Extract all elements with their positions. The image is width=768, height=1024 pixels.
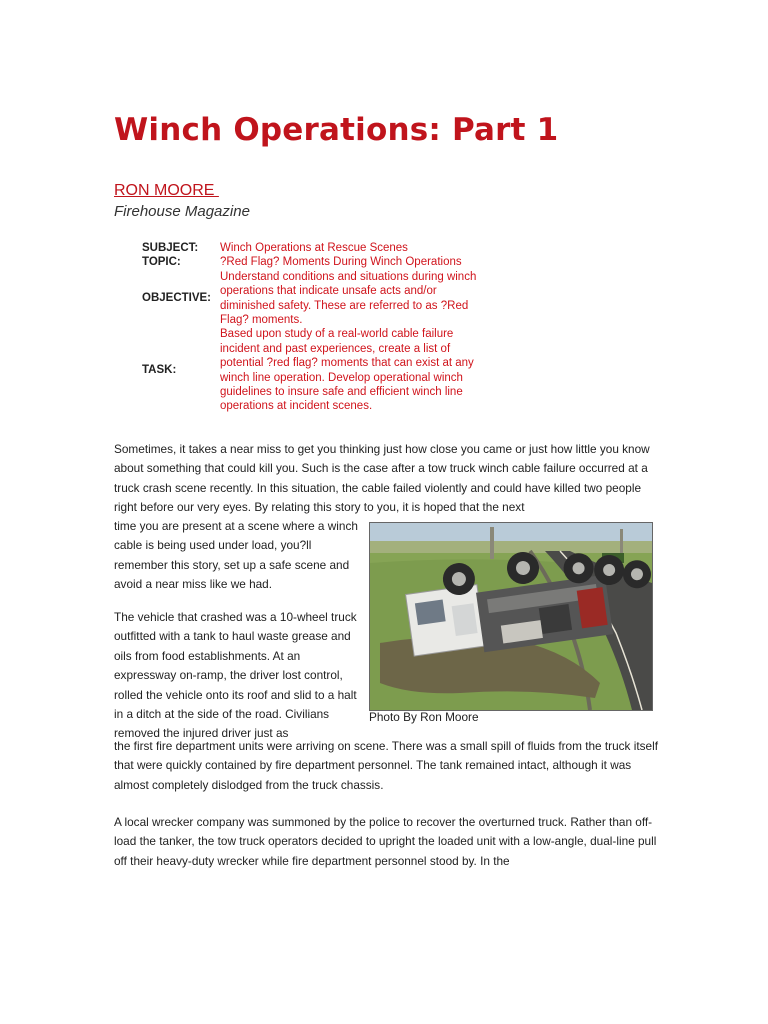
publication-name: Firehouse Magazine [114,203,250,220]
body-paragraph: the first fire department units were arriving on scene. There was a small spill of fluids from the truck itself that were quickly contained by fire department personnel. The tank remained intact, although it was almost completely dislodged from the truck chassis. [114,739,658,792]
meta-value: Based upon study of a real-world cable failure incident and past experiences, create a list of potential ?red flag? moments that can exist at any winch line operation. Develop operational winch guidelines to insure safe and efficient winch line operations at incident scenes. [220,328,474,413]
meta-label: TOPIC: [142,256,181,269]
photo-illustration [370,523,652,710]
meta-label: SUBJECT: [142,242,199,254]
meta-value: Understand conditions and situations during winch operations that indicate unsafe acts and/or diminished safety. These are referred to as ?Red Flag? moments. [220,270,477,327]
meta-value: Winch Operations at Rescue Scenes [220,242,408,254]
article-title: Winch Operations: Part 1 [114,112,559,148]
meta-label: OBJECTIVE: [142,292,212,305]
meta-row-topic [142,255,490,269]
photo-caption: Photo By Ron Moore [369,710,479,724]
body-paragraph: A local wrecker company was summoned by the police to recover the overturned truck. Rather than off-load the tanker, the tow truck operators decided to upright the loaded unit with a low-angle, dual-line pull off their heavy-duty wrecker while fire department personnel stood by. In the [114,815,657,868]
meta-row-subject [142,241,490,255]
article-meta-table [142,241,490,414]
overturned-truck-photo [369,522,653,711]
body-paragraph: Sometimes, it takes a near miss to get you thinking just how close you came or just how little you know about something that could kill you. Such is the case after a tow truck winch cable failure occurred at a truck crash scene recently. In this situation, the cable failed violently and could have killed two people right before our very eyes. By relating this story to you, it is hoped that the next [114,442,650,515]
meta-row-objective [142,270,490,328]
meta-value: ?Red Flag? Moments During Winch Operations [220,256,462,269]
author-link[interactable]: RON MOORE [114,182,219,199]
meta-label: TASK: [142,364,177,377]
body-paragraph: time you are present at a scene where a winch cable is being used under load, you?ll remember this story, set up a safe scene and avoid a near miss like we had. [114,519,358,592]
body-paragraph: The vehicle that crashed was a 10-wheel truck outfitted with a tank to haul waste grease and oils from food establishments. At an expressway on-ramp, the driver lost control, rolled the vehicle onto its roof and slid to a halt in a ditch at the side of the road. Civilians removed the injured driver just as [114,610,357,741]
meta-row-task [142,327,490,413]
